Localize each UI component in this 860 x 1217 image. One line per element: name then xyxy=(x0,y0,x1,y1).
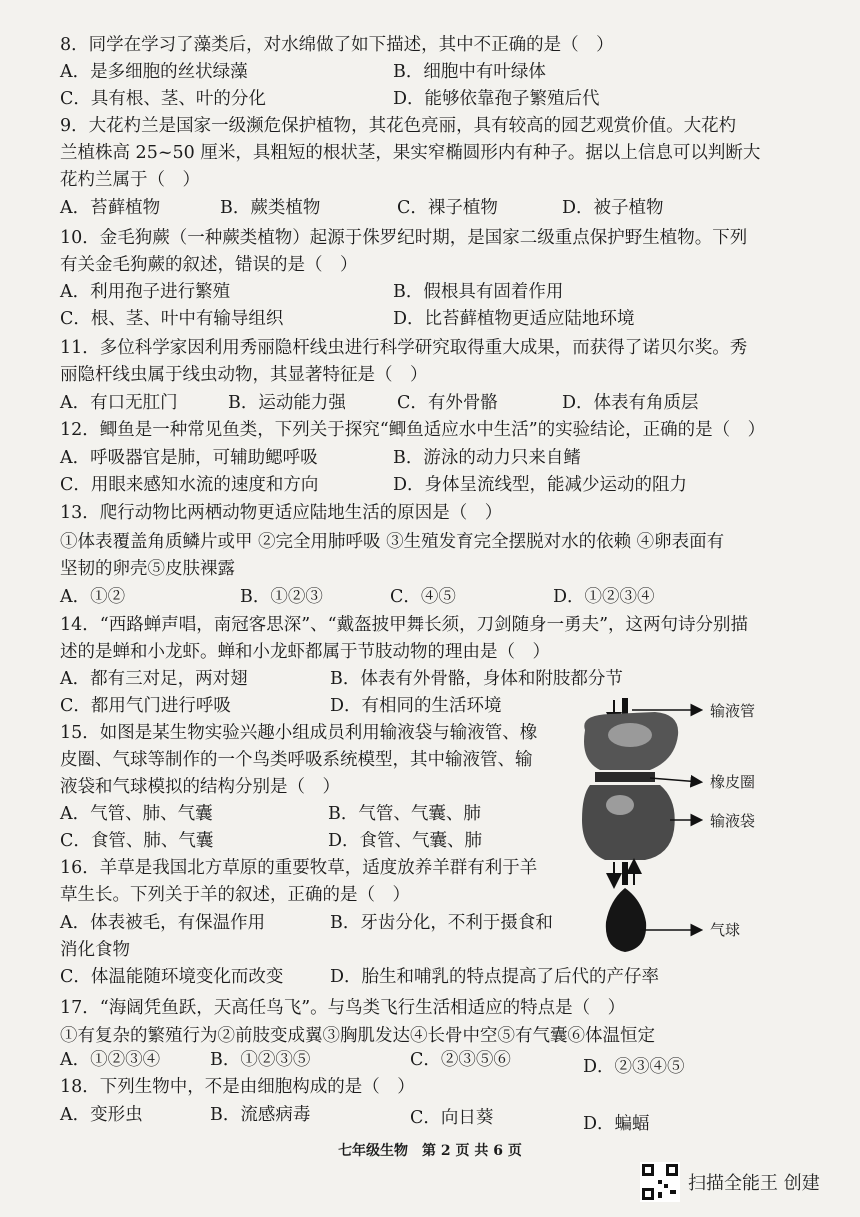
q12-stem: 12．鲫鱼是一种常见鱼类，下列关于探究“鲫鱼适应水中生活”的实验结论，正确的是（ ） xyxy=(60,420,766,440)
q17-option-b: B．①②③⑤ xyxy=(210,1050,311,1070)
q14-stem-1: 14．“西路蝉声唱，南冠客思深”、“戴盔披甲舞长须，刀剑随身一勇夫”，这两句诗分别描 xyxy=(60,615,749,635)
q15-stem-2: 皮圈、气球等制作的一个鸟类呼吸系统模型，其中输液管、输 xyxy=(60,750,533,770)
q15-stem-3: 液袋和气球模拟的结构分别是（ ） xyxy=(60,777,340,797)
q18-option-a: A．变形虫 xyxy=(60,1105,143,1125)
q12-option-c: C．用眼来感知水流的速度和方向 xyxy=(60,475,319,495)
q15-option-b: B．气管、气囊、肺 xyxy=(328,804,481,824)
q11-option-c: C．有外骨骼 xyxy=(397,393,498,413)
q16-option-b-cont: 消化食物 xyxy=(60,940,130,960)
q18-option-c: C．向日葵 xyxy=(410,1108,494,1128)
q14-option-b: B．体表有外骨骼，身体和附肢都分节 xyxy=(330,669,623,689)
qr-code-icon xyxy=(640,1162,680,1202)
q11-stem-1: 11．多位科学家因利用秀丽隐杆线虫进行科学研究取得重大成果，而获得了诺贝尔奖。秀 xyxy=(60,338,748,358)
label-balloon: 气球 xyxy=(710,921,741,939)
label-rubber-band: 橡皮圈 xyxy=(710,773,756,791)
q18-option-b: B．流感病毒 xyxy=(210,1105,311,1125)
page-footer: 七年级生物 第 2 页 共 6 页 xyxy=(338,1143,522,1159)
q16-option-c: C．体温能随环境变化而改变 xyxy=(60,967,284,987)
q8-stem: 8．同学在学习了藻类后，对水绵做了如下描述，其中不正确的是（ ） xyxy=(60,35,614,55)
q18-option-d: D．蝙蝠 xyxy=(583,1114,650,1134)
q9-stem-3: 花杓兰属于（ ） xyxy=(60,170,200,190)
q9-stem-2: 兰植株高 25~50 厘米，具粗短的根状茎，果实窄椭圆形内有种子。据以上信息可以判断大 xyxy=(60,143,761,163)
q16-option-d: D．胎生和哺乳的特点提高了后代的产仔率 xyxy=(330,967,660,987)
q16-stem-1: 16．羊草是我国北方草原的重要牧草，适度放养羊群有利于羊 xyxy=(60,858,538,878)
q16-option-b: B．牙齿分化，不利于摄食和 xyxy=(330,913,553,933)
label-infusion-tube: 输液管 xyxy=(710,702,756,720)
q9-option-b: B．蕨类植物 xyxy=(220,198,321,218)
q10-option-c: C．根、茎、叶中有输导组织 xyxy=(60,309,284,329)
q14-option-a: A．都有三对足，两对翅 xyxy=(60,669,248,689)
q13-option-a: A．①② xyxy=(60,587,126,607)
q13-option-c: C．④⑤ xyxy=(390,587,456,607)
q12-option-b: B．游泳的动力只来自鳍 xyxy=(393,448,581,468)
q16-stem-2: 草生长。下列关于羊的叙述，正确的是（ ） xyxy=(60,885,410,905)
respiratory-model-illustration xyxy=(570,690,840,990)
q17-option-a: A．①②③④ xyxy=(60,1050,161,1070)
q15-option-a: A．气管、肺、气囊 xyxy=(60,804,213,824)
q13-stem: 13．爬行动物比两栖动物更适应陆地生活的原因是（ ） xyxy=(60,503,503,523)
q9-stem-1: 9．大花杓兰是国家一级濒危保护植物，其花色亮丽，具有较高的园艺观赏价值。大花杓 xyxy=(60,116,737,136)
q9-option-a: A．苔藓植物 xyxy=(60,198,161,218)
q16-option-a: A．体表被毛，有保温作用 xyxy=(60,913,266,933)
q15-option-d: D．食管、气囊、肺 xyxy=(328,831,483,851)
watermark-text: 扫描全能王 创建 xyxy=(688,1173,820,1194)
q11-option-a: A．有口无肛门 xyxy=(60,393,178,413)
q8-option-d: D．能够依靠孢子繁殖后代 xyxy=(393,89,600,109)
q15-stem-1: 15．如图是某生物实验兴趣小组成员利用输液袋与输液管、橡 xyxy=(60,723,538,743)
q17-items: ①有复杂的繁殖行为②前肢变成翼③胸肌发达④长骨中空⑤有气囊⑥体温恒定 xyxy=(60,1026,655,1046)
q17-option-c: C．②③⑤⑥ xyxy=(410,1050,511,1070)
q11-option-b: B．运动能力强 xyxy=(228,393,346,413)
q10-stem-2: 有关金毛狗蕨的叙述，错误的是（ ） xyxy=(60,255,358,275)
q8-option-a: A．是多细胞的丝状绿藻 xyxy=(60,62,248,82)
q17-option-d: D．②③④⑤ xyxy=(583,1057,685,1077)
q13-items-2: 坚韧的卵壳⑤皮肤裸露 xyxy=(60,559,235,579)
label-infusion-bag: 输液袋 xyxy=(710,812,756,830)
q11-option-d: D．体表有角质层 xyxy=(562,393,699,413)
q8-option-b: B．细胞中有叶绿体 xyxy=(393,62,546,82)
q13-option-d: D．①②③④ xyxy=(553,587,655,607)
q12-option-d: D．身体呈流线型，能减少运动的阻力 xyxy=(393,475,688,495)
q17-stem: 17．“海阔凭鱼跃，天高任鸟飞”。与鸟类飞行生活相适应的特点是（ ） xyxy=(60,998,626,1018)
q15-option-c: C．食管、肺、气囊 xyxy=(60,831,214,851)
q8-option-c: C．具有根、茎、叶的分化 xyxy=(60,89,266,109)
q13-items-1: ①体表覆盖角质鳞片或甲 ②完全用肺呼吸 ③生殖发育完全摆脱对水的依赖 ④卵表面有 xyxy=(60,532,725,552)
q9-option-d: D．被子植物 xyxy=(562,198,664,218)
q14-stem-2: 述的是蝉和小龙虾。蝉和小龙虾都属于节肢动物的理由是（ ） xyxy=(60,642,550,662)
q13-option-b: B．①②③ xyxy=(240,587,323,607)
respiratory-model-figure xyxy=(570,690,840,990)
q10-option-a: A．利用孢子进行繁殖 xyxy=(60,282,231,302)
q9-option-c: C．裸子植物 xyxy=(397,198,498,218)
q18-stem: 18．下列生物中，不是由细胞构成的是（ ） xyxy=(60,1077,415,1097)
q10-option-b: B．假根具有固着作用 xyxy=(393,282,564,302)
q14-option-d: D．有相同的生活环境 xyxy=(330,696,502,716)
scanner-watermark xyxy=(640,1162,820,1202)
q10-stem-1: 10．金毛狗蕨（一种蕨类植物）起源于侏罗纪时期，是国家二级重点保护野生植物。下列 xyxy=(60,228,748,248)
q11-stem-2: 丽隐杆线虫属于线虫动物，其显著特征是（ ） xyxy=(60,365,428,385)
q12-option-a: A．呼吸器官是肺，可辅助鳃呼吸 xyxy=(60,448,318,468)
q10-option-d: D．比苔藓植物更适应陆地环境 xyxy=(393,309,635,329)
q14-option-c: C．都用气门进行呼吸 xyxy=(60,696,231,716)
